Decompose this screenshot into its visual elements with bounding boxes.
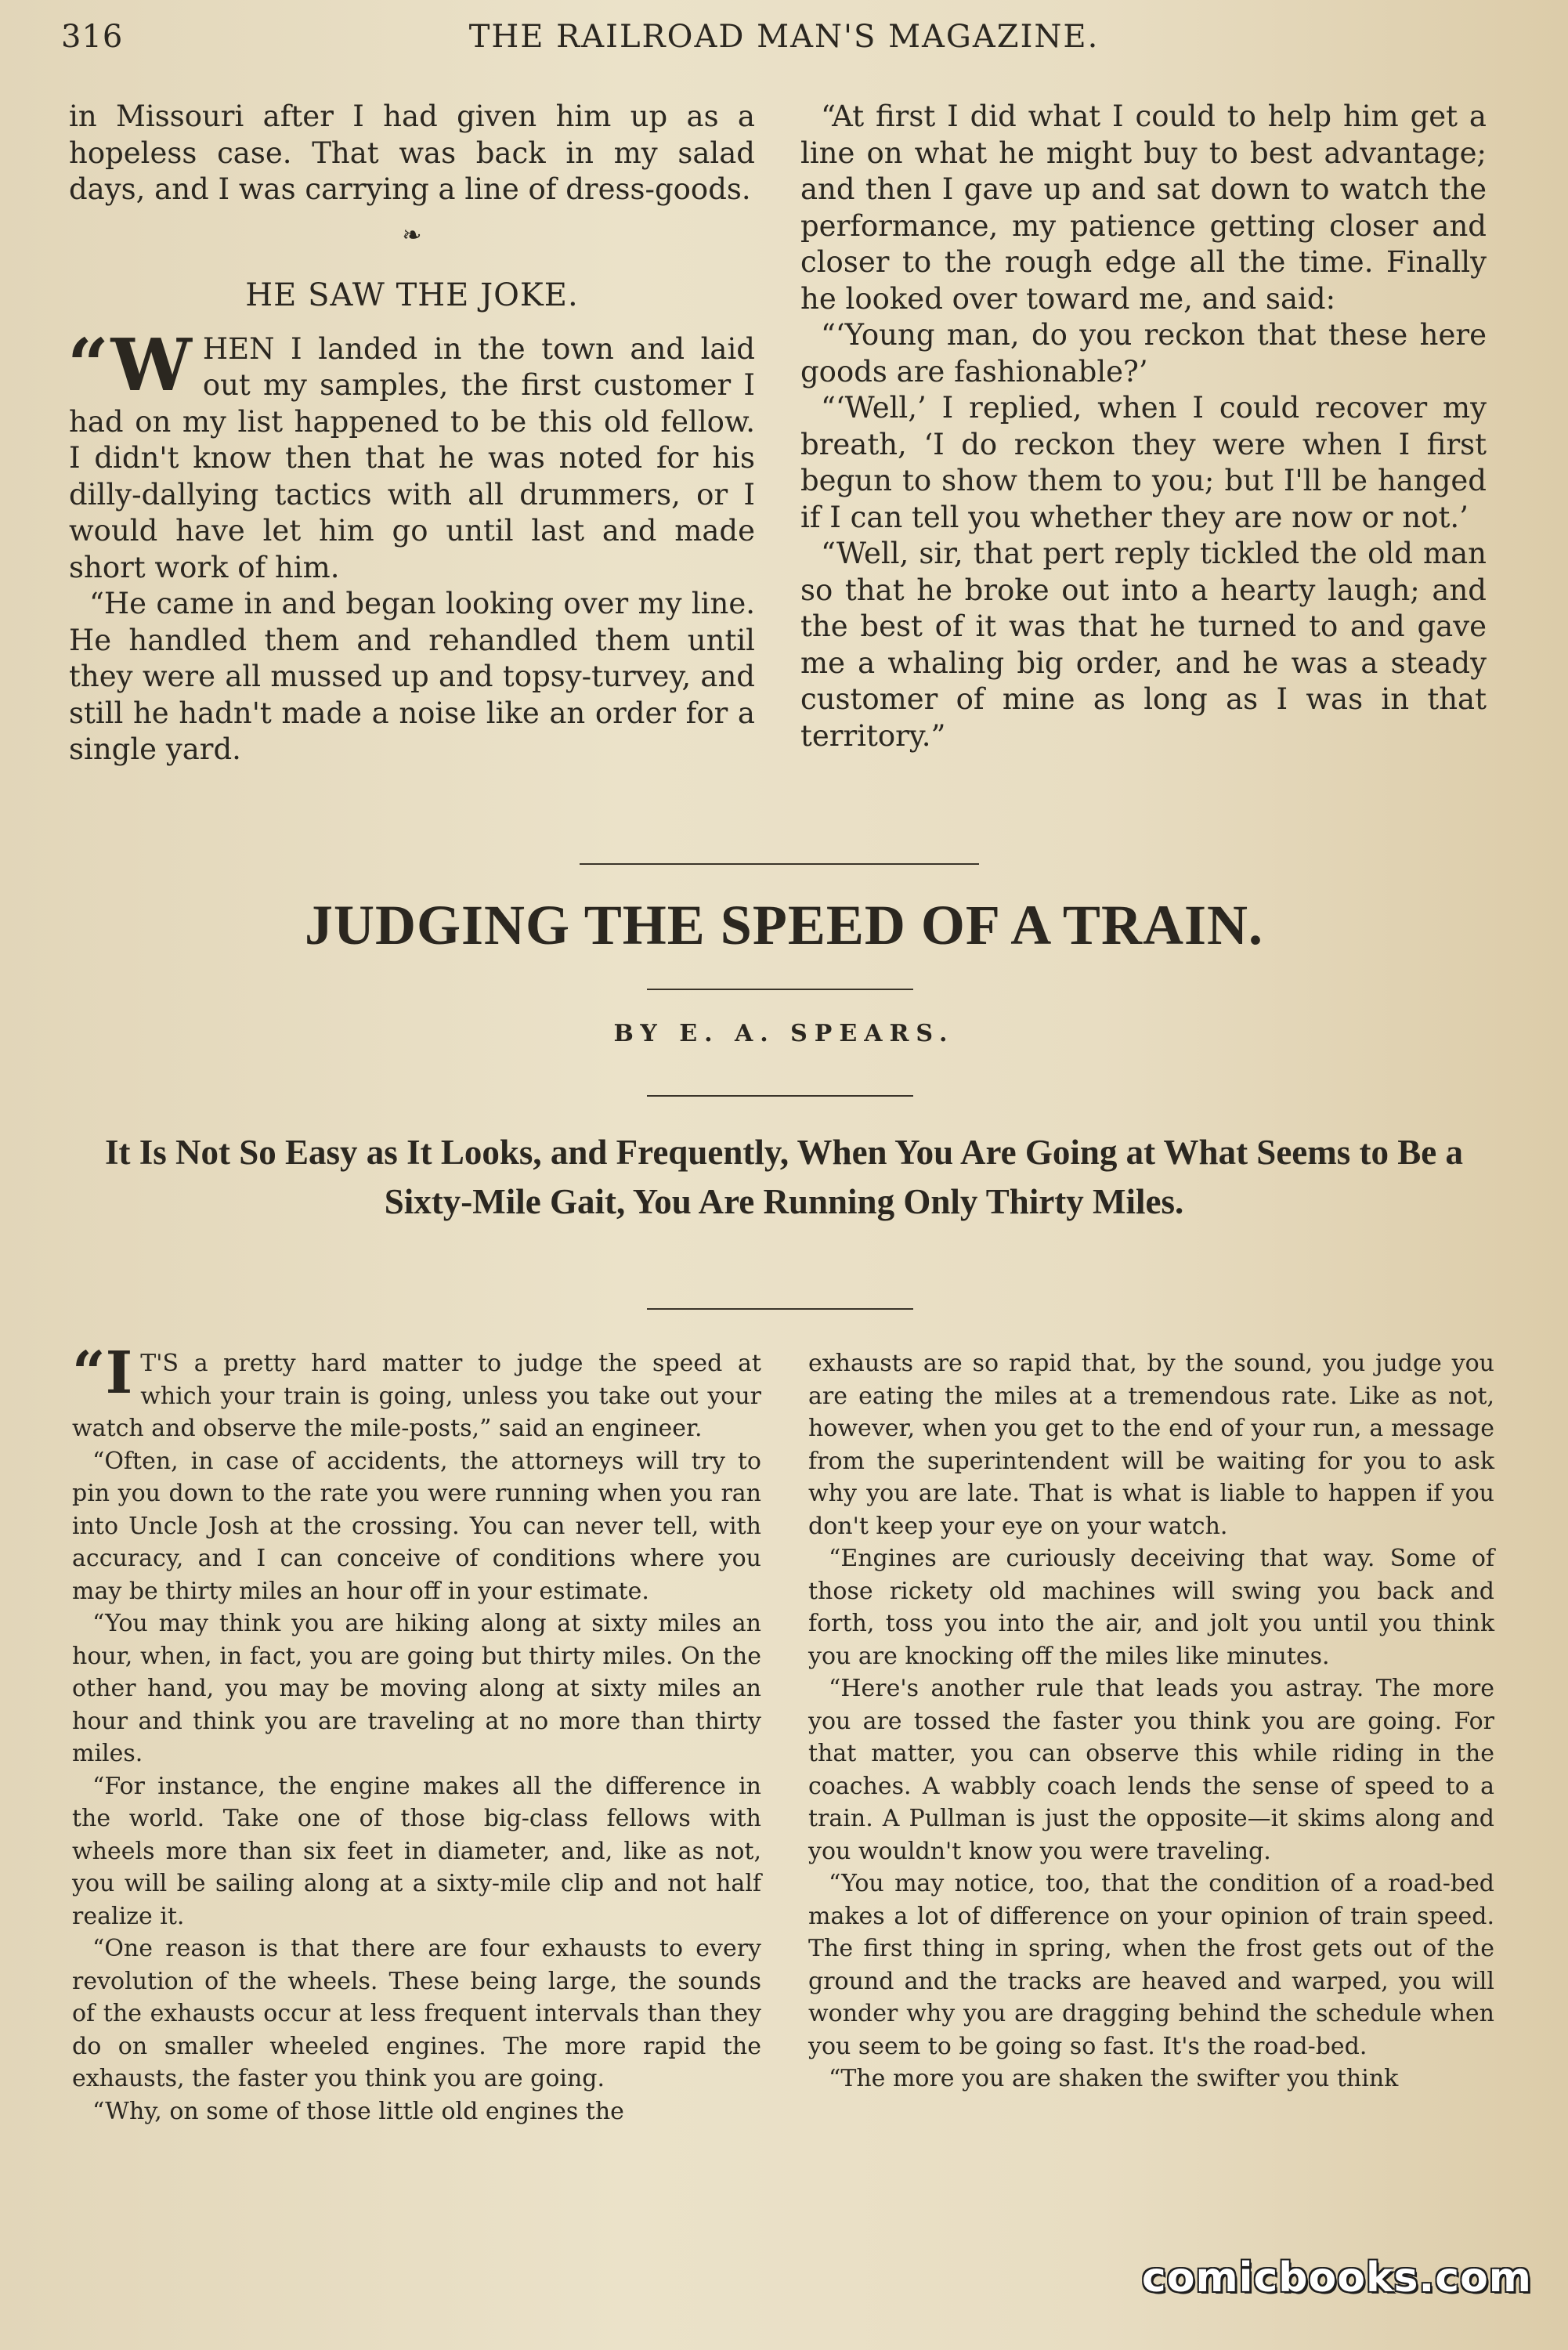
page-header (61, 19, 1507, 66)
divider-rule (647, 1308, 913, 1310)
article-right-column (808, 1347, 1494, 2095)
drop-cap: “W (67, 322, 192, 407)
article-paragraph: “You may think you are hiking along at sixty miles an hour, when, in fact, you are going but thirty miles. On the other hand, you may be moving along at sixty miles an hour and think you are traveling at no more than thirty miles. (72, 1610, 761, 1767)
drop-cap: “I (72, 1340, 133, 1407)
previous-story-left-column (69, 99, 755, 768)
story-paragraph: “‘Young man, do you reckon that these here goods are fashionable?’ (800, 318, 1487, 389)
article-paragraph: “Often, in case of accidents, the attorneys will try to pin you down to the rate you were running when you ran into Uncle Josh at the crossing. You can never tell, with accuracy, and I can conceive of conditions where you may be thirty miles an hour off in your estimate. (72, 1447, 761, 1605)
joke-opening-paragraph: “W HEN I landed in the town and laid out my samples, the first customer I had on my list happened to be this old fellow. I didn't know then that he was noted for his dilly-dallying tactics with all drummers, or I would have let him go until last and made short work of him. (67, 322, 755, 584)
divider-rule (647, 989, 913, 990)
watermark: comicbooks.com (1141, 2254, 1532, 2301)
story-paragraph: “At first I did what I could to help him get a line on what he might buy to best advantage; and then I gave up and sat down to watch the performance, my patience getting closer and closer to the rough edge all the time. Finally he looked over toward me, and said: (800, 99, 1487, 316)
article-paragraph: “One reason is that there are four exhausts to every revolution of the wheels. These being large, the sounds of the exhausts occur at less frequent intervals than they do on smaller wheeled engines. The more rapid the exhausts, the faster you think you are going. (72, 1935, 761, 2092)
divider-rule (580, 863, 979, 865)
article-paragraph: “The more you are shaken the swifter you think (829, 2065, 1399, 2092)
article-paragraph: “Why, on some of those little old engines the (92, 2097, 624, 2125)
article-left-column (72, 1340, 761, 2128)
article-byline: BY E. A. SPEARS. (613, 1020, 955, 1047)
article-paragraph: “Engines are curiously deceiving that way. Some of those rickety old machines will swing you back and forth, toss you into the air, and jolt you until you think you are knocking off the miles like minutes. (808, 1545, 1494, 1670)
article-opening-paragraph: “I T'S a pretty hard matter to judge the speed at which your train is going, unless you take out your watch and observe the mile-posts,” said an engineer. (72, 1340, 761, 1442)
article-title: JUDGING THE SPEED OF A TRAIN. (305, 894, 1263, 956)
page-number: 316 (61, 19, 124, 55)
magazine-title: THE RAILROAD MAN'S MAGAZINE. (468, 19, 1100, 55)
divider-rule (647, 1095, 913, 1097)
article-paragraph: “Here's another rule that leads you astray. The more you are tossed the faster you think you are going. For that matter, you can observe this while riding in the coaches. A wabbly coach lends the sense of speed to a train. A Pullman is just the opposite—it skims along and you wouldn't know you were traveling. (808, 1675, 1494, 1865)
article-paragraph: “For instance, the engine makes all the difference in the world. Take one of those big-class fellows with wheels more than six feet in diameter, and, like as not, you will be sailing along at a sixty-mile clip and not half realize it. (72, 1772, 761, 1930)
section-subhead: HE SAW THE JOKE. (245, 277, 579, 313)
story-paragraph: “Well, sir, that pert reply tickled the old man so that he broke out into a hearty laugh; and the best of it was that he turned to and gave me a whaling big order, and he was a steady customer of mine as long as I was in that territory.” (800, 537, 1487, 753)
previous-story-right-column (800, 99, 1487, 754)
article-paragraph: “You may notice, too, that the condition of a road-bed makes a lot of difference on your opinion of train speed. The first thing in spring, when the frost gets out of the ground and the tracks are heaved and warped, you will wonder why you are dragging behind the schedule when you seem to be going so fast. It's the road-bed. (808, 1870, 1494, 2060)
article-paragraph: exhausts are so rapid that, by the sound, you judge you are eating the miles at a tremendous rate. Like as not, however, when you get to the end of your run, a message from the superintendent will be waiting for you to ask why you are late. That is what is liable to happen if you don't keep your eye on your watch. (808, 1350, 1494, 1540)
story-paragraph: in Missouri after I had given him up as a hopeless case. That was back in my salad days, and I was carrying a line of dress-goods. (69, 99, 755, 206)
ornament-icon: ❧ (402, 221, 422, 249)
story-paragraph: “He came in and began looking over my line. He handled them and rehandled them until they were all mussed up and topsy-turvey, and still he hadn't made a noise like an order for a single yard. (69, 587, 755, 766)
story-paragraph: “‘Well,’ I replied, when I could recover my breath, ‘I do reckon they were when I first begun to show them to you; but I'll be hanged if I can tell you whether they are now or not.’ (800, 391, 1487, 534)
article-deck: It Is Not So Easy as It Looks, and Frequently, When You Are Going at What Seems to Be a Sixty-Mile Gait, You Are Running Only Thirty Miles. (105, 1133, 1463, 1221)
